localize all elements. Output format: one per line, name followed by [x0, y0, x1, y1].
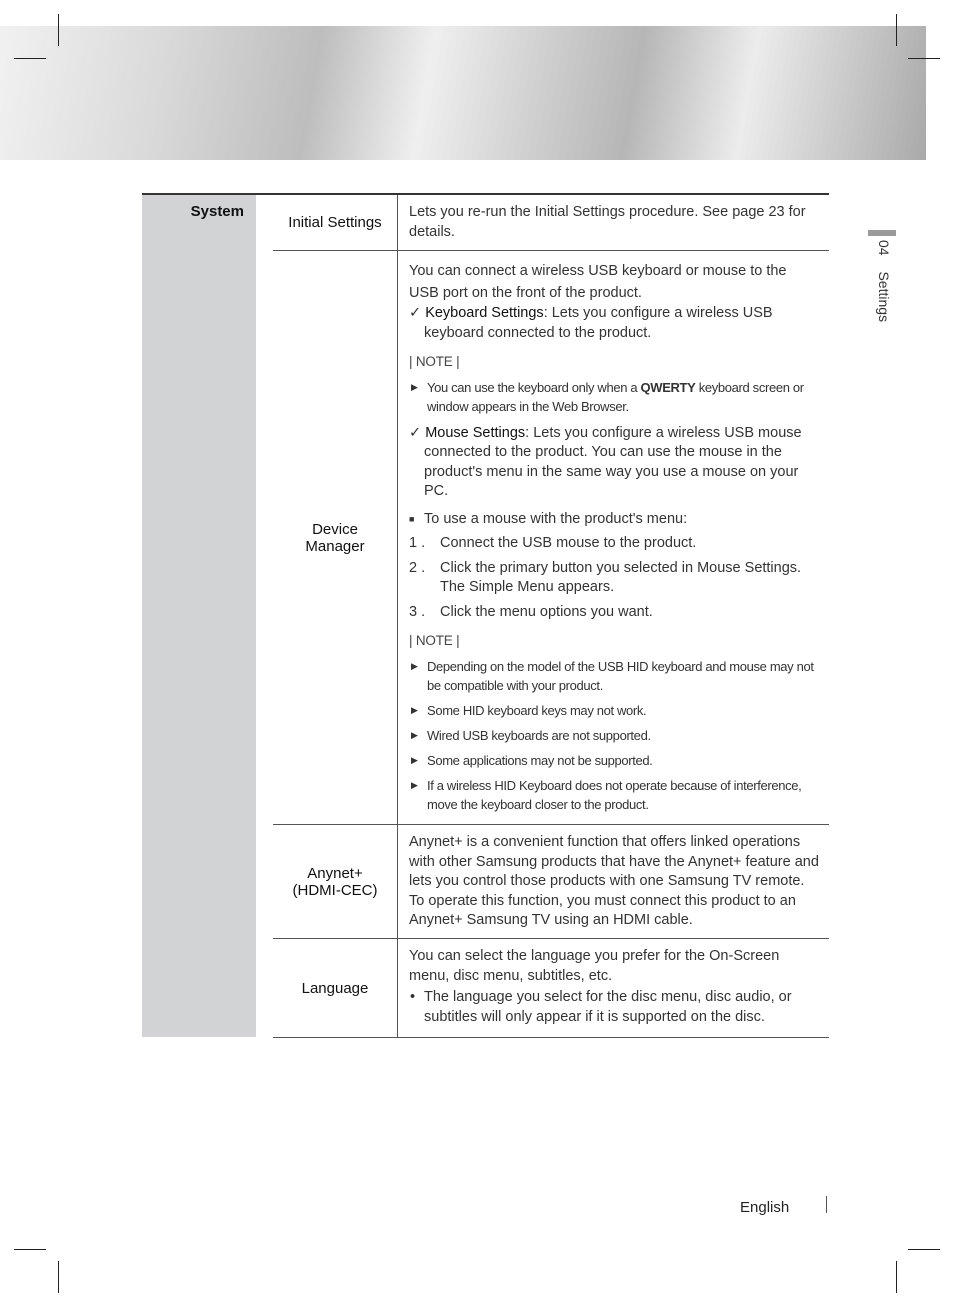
row-label-device-manager — [273, 251, 398, 824]
note-text-bold: QWERTY — [640, 379, 696, 395]
desc-text: You can select the language you prefer for the On-Screen menu, disc menu, subtitles, etc. — [409, 948, 780, 984]
note-text: You can use the keyboard only when a — [427, 379, 641, 395]
note-heading: | NOTE | — [409, 633, 460, 648]
step-item — [409, 559, 819, 598]
desc-text: You can connect a wireless USB keyboard or mouse to the USB port on the front of the product. — [409, 263, 787, 301]
note-item — [409, 776, 819, 814]
keyboard-settings-title: Keyboard Settings — [425, 305, 544, 321]
row-desc-anynet — [398, 825, 829, 938]
bullet-icon: • — [410, 989, 416, 1005]
triangle-bullet-icon: ▶ — [411, 381, 418, 392]
square-bullet-item — [409, 510, 819, 530]
desc-text: Anynet+ is a convenient function that offers linked operations with other Samsung products that have the Anynet+ feature and lets you control those products with one Samsung TV remote. To operate this function, you must connect this product to an Anynet+ Samsung TV using an HDMI cable. — [409, 834, 819, 928]
note-text: keyboard screen or window appears in the Web Browser. — [427, 379, 804, 414]
crop-mark — [14, 1249, 46, 1250]
note-item — [409, 657, 819, 695]
triangle-bullet-icon: ▶ — [411, 754, 418, 765]
step-text: Connect the USB mouse to the product. — [440, 535, 697, 551]
row-label-text: (HDMI-CEC) — [292, 881, 378, 899]
step-number: 3 . — [409, 603, 426, 620]
system-column — [142, 194, 256, 1037]
row-desc-initial-settings — [398, 195, 829, 250]
note-item — [409, 751, 819, 770]
keyboard-settings-text: : Lets you configure a wireless USB keyboard connected to the product. — [424, 305, 773, 341]
step-number: 2 . — [409, 559, 426, 576]
note-item — [409, 726, 819, 745]
row-label-text: Anynet+ — [307, 864, 363, 882]
row-label-language — [273, 939, 398, 1037]
chapter-label — [876, 240, 892, 322]
square-bullet-text: To use a mouse with the product's menu: — [424, 510, 688, 527]
square-bullet-icon: ■ — [409, 513, 415, 524]
triangle-bullet-icon: ▶ — [411, 704, 418, 715]
mouse-settings-title: Mouse Settings — [425, 424, 526, 441]
crop-mark — [908, 58, 940, 59]
check-icon: ✓ — [409, 305, 422, 321]
crop-mark — [58, 14, 59, 46]
row-label-anynet — [273, 825, 398, 938]
crop-mark — [908, 1249, 940, 1250]
section-label: System — [190, 203, 244, 220]
row-label-text: Manager — [305, 537, 365, 555]
mouse-settings-item — [409, 424, 819, 502]
footer-divider — [826, 1196, 827, 1213]
chapter-tab-marker — [868, 230, 896, 236]
header-banner — [0, 26, 926, 160]
step-text: Click the primary button you selected in Mouse Settings. The Simple Menu appears. — [440, 559, 802, 595]
footer-language: English — [740, 1199, 790, 1216]
keyboard-settings-item — [409, 304, 819, 343]
step-item — [409, 534, 819, 554]
chapter-title: Settings — [876, 271, 892, 323]
crop-mark — [14, 58, 46, 59]
desc-text: Lets you re-run the Initial Settings procedure. See page 23 for details. — [409, 204, 806, 240]
step-item — [409, 603, 819, 623]
note-text: Some HID keyboard keys may not work. — [427, 702, 647, 718]
note-item — [409, 701, 819, 720]
row-desc-language — [398, 939, 829, 1037]
row-label-initial-settings — [273, 195, 398, 250]
note-text: Some applications may not be supported. — [427, 752, 653, 768]
crop-mark — [896, 1261, 897, 1293]
row-label-text: Initial Settings — [288, 214, 382, 231]
bullet-text: The language you select for the disc menu, disc audio, or subtitles will only appear if it is supported on the disc. — [424, 989, 792, 1025]
row-desc-device-manager — [398, 251, 829, 824]
crop-mark — [896, 14, 897, 46]
table-row-device-manager — [273, 251, 829, 825]
note-text: Wired USB keyboards are not supported. — [427, 727, 651, 743]
check-icon: ✓ — [409, 424, 422, 441]
chapter-number: 04 — [876, 240, 892, 256]
row-label-text: Language — [301, 979, 369, 997]
triangle-bullet-icon: ▶ — [411, 779, 418, 790]
settings-table — [273, 195, 829, 1038]
table-row-initial-settings — [273, 195, 829, 251]
triangle-bullet-icon: ▶ — [411, 729, 418, 740]
triangle-bullet-icon: ▶ — [411, 660, 418, 671]
step-number: 1 . — [409, 535, 426, 551]
bullet-item — [409, 988, 819, 1027]
table-row-anynet — [273, 825, 829, 939]
note-item — [409, 378, 819, 416]
note-text: If a wireless HID Keyboard does not operate because of interference, move the keyboard closer to the product. — [427, 777, 802, 812]
row-label-text: Device — [312, 520, 358, 538]
note-heading: | NOTE | — [409, 354, 460, 369]
note-text: Depending on the model of the USB HID keyboard and mouse may not be compatible with your product. — [427, 658, 814, 693]
crop-mark — [58, 1261, 59, 1293]
mouse-settings-text: : Lets you configure a wireless USB mouse connected to the product. You can use the mouse in the product's menu in the same way you use a mouse on your PC. — [424, 424, 802, 499]
table-row-language — [273, 939, 829, 1038]
step-text: Click the menu options you want. — [440, 603, 653, 620]
